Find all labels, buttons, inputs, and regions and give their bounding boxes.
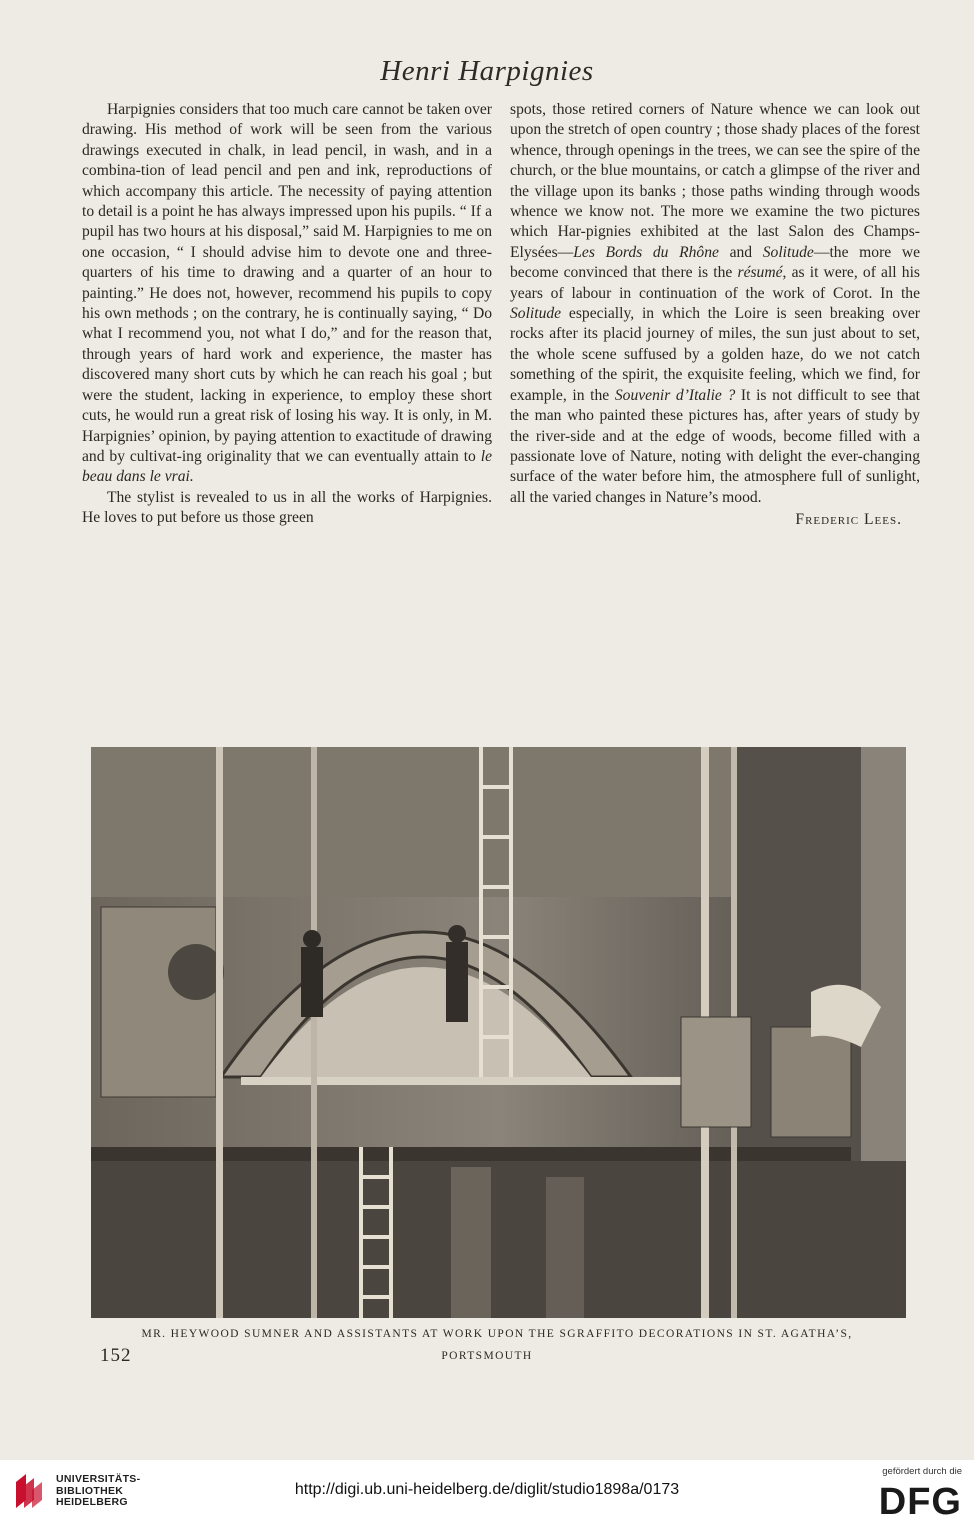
figure-assistant [301, 947, 323, 1017]
figure-head [303, 930, 321, 948]
upper-plank [241, 1077, 701, 1085]
text-run: especially, in which the Loire is seen breaking over rocks after its placid journey of miles, the sun just about to set, the whole scene suffused by a golden haze, do we not catch something of the spirit, the exquisite feeling, which we find, for example, in the [510, 305, 920, 404]
figure-assistant [446, 942, 468, 1022]
scaffold-pole [311, 747, 317, 1318]
text-run: —the more we become convinced that there is the [510, 243, 921, 282]
italic-title: Souvenir d’Italie ? [614, 386, 736, 404]
barrel [771, 1027, 851, 1137]
permalink-url[interactable]: http://digi.ub.uni-heidelberg.de/diglit/studio1898a/0173 [294, 1481, 680, 1498]
italic-word: résumé [737, 264, 783, 282]
paragraph-1-text: Harpignies considers that too much care cannot be taken over drawing. His method of work will be seen from the various drawings executed in chalk, in lead pencil, in wash, and in a combina-tion of lead pencil and pen and ink, reproductions of which accompany this article. The necessity of paying attention to detail is a point he has always impressed upon his pupils. “ If a pupil has two hours at his disposal,” said M. Harpignies to me on one occasion, “ I should advise him to devote one and three-quarters of his time to drawing and a quarter of an hour to painting.” He does not, however, recommend his pupils to copy his own methods ; on the contrary, he is continually saying, “ Do what I recommend you, not what I do,” and for the reason that, through years of hard work and experience, the master has discovered many short cuts by which he can reach his goal ; but were the student, lacking in experience, to employ these short cuts, he would run a great risk of losing his way. It is only, in M. Harpignies’ opinion, by paying attention to exactitude of drawing and by cultivat-ing originality that we can eventually attain to [82, 101, 492, 465]
funded-by-label: gefördert durch die [882, 1466, 962, 1477]
dfg-logo: DFG [878, 1481, 962, 1523]
library-line: BIBLIOTHEK [56, 1484, 124, 1497]
paragraph-1 [82, 100, 492, 488]
library-line: UNIVERSITÄTS- [56, 1473, 141, 1485]
barrel [681, 1017, 751, 1127]
text-run: It is not difficult to see that the man who painted these pictures has, after years of study by the river-side and at the edge of woods, become filled with a passionate love of Nature, noting with delight the ever-changing surface of the water before him, the atmosphere full of sunlight, all the varied changes in Nature’s mood. [510, 386, 921, 506]
paragraph-1-italic: le beau dans le vrai. [82, 447, 492, 486]
digitization-footer [0, 1460, 974, 1530]
mural-panel-left [101, 907, 216, 1097]
right-column [510, 100, 920, 531]
photograph-scaffold-scene [91, 747, 906, 1318]
photograph-plate [91, 747, 906, 1318]
left-column [82, 100, 492, 529]
figure-head [448, 925, 466, 943]
italic-title: Solitude [510, 305, 562, 323]
paragraph-2: The stylist is revealed to us in all the works of Harpignies. He loves to put before us those green [82, 488, 492, 527]
italic-title: Les Bords du Rhône [573, 243, 719, 261]
plate-caption-line1: MR. HEYWOOD SUMNER AND ASSISTANTS AT WORK UPON THE SGRAFFITO DECORATIONS IN ST. AGATHA’S, [141, 1328, 853, 1340]
checkered-shield [168, 944, 224, 1000]
text-run: spots, those retired corners of Nature whence we can look out upon the stretch of open country ; those shady places of the forest whence, through openings in the trees, we can see the spire of the church, or the blue mountains, or catch a glimpse of the river and the village upon its banks ; those paths winding through woods whence we know not. The more we examine the two pictures which Har-pignies exhibited at the last Salon des Champs-Elysées— [510, 101, 920, 261]
brick-column [546, 1177, 584, 1318]
author-signature: Frederic Lees. [795, 511, 902, 529]
text-run: and [718, 243, 763, 261]
mural-upper [91, 747, 731, 897]
plate-caption-line2: PORTSMOUTH [441, 1350, 533, 1362]
scaffold-pole [216, 747, 223, 1318]
paragraph-3 [510, 100, 920, 508]
library-line: HEIDELBERG [56, 1496, 128, 1508]
lower-area [91, 1161, 906, 1318]
italic-title: Solitude [762, 243, 814, 261]
brick-column [451, 1167, 491, 1318]
running-head: Henri Harpignies [380, 55, 594, 87]
text-run: , as it were, of all his years of labour in continuation of the work of Corot. In the [510, 264, 920, 302]
page-number: 152 [100, 1345, 132, 1366]
